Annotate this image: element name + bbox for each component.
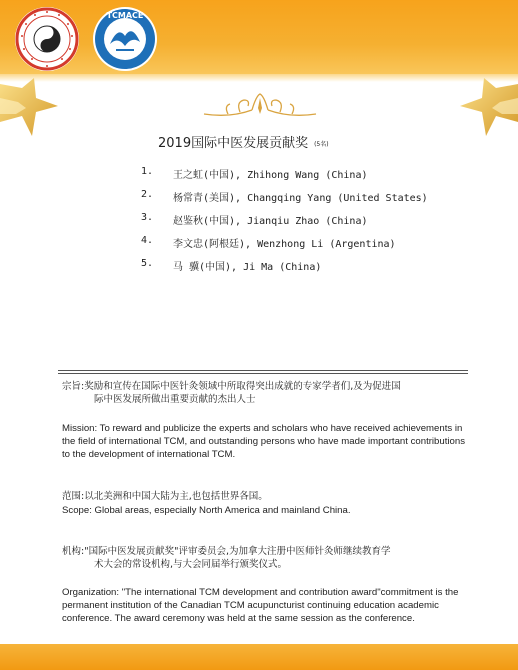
recipient-list xyxy=(141,166,428,281)
organization-en: Organization: "The international TCM development and contribution award"commitment is the permanent institution of the Canadian TCM acupuncturist continuing education academic conference. The award ceremony was held at the same session as the conference. xyxy=(62,587,459,624)
list-item xyxy=(141,258,428,281)
gold-star-right-icon xyxy=(456,78,518,144)
scope-en: Scope: Global areas, especially North America and mainland China. xyxy=(62,505,351,516)
recipient-name: 赵鉴秋(中国), Jianqiu Zhao (China) xyxy=(173,216,368,227)
purpose-cn-line2: 际中医发展所做出重要贡献的杰出人士 xyxy=(94,394,256,405)
recipient-name: 杨常青(美国), Changqing Yang (United States) xyxy=(173,193,428,204)
award-title-text: 2019国际中医发展贡献奖 xyxy=(158,136,309,151)
recipient-name: 李文忠(阿根廷), Wenzhong Li (Argentina) xyxy=(173,239,396,250)
purpose-cn-line1: 宗旨:奖励和宣传在国际中医针灸领域中所取得突出成就的专家学者们,及为促进国 xyxy=(62,381,401,392)
purpose-section xyxy=(62,380,472,406)
list-number: 2. xyxy=(141,189,154,200)
list-number: 1. xyxy=(141,166,154,177)
list-number: 4. xyxy=(141,235,154,246)
mission-en: Mission: To reward and publicize the experts and scholars who have received achievements in the field of international TCM, and outstanding persons who have made important contributions to the development of international TCM. xyxy=(62,423,465,460)
award-title xyxy=(158,132,329,151)
tcmace-logo-text: TCMACE xyxy=(106,11,144,20)
organization-cn-line1: 机构:"国际中医发展贡献奖"评审委员会,为加拿大注册中医师针灸师继续教育学 xyxy=(62,546,391,557)
scope-cn: 范围:以北美洲和中国大陆为主,也包括世界各国。 xyxy=(62,491,268,502)
list-item xyxy=(141,235,428,258)
organization-section xyxy=(62,545,472,571)
tcmace-logo xyxy=(92,6,158,72)
list-item xyxy=(141,189,428,212)
organization-cn-line2: 术大会的常设机构,与大会同届举行颁奖仪式。 xyxy=(94,559,288,570)
gold-star-left-icon xyxy=(0,78,60,144)
list-number: 5. xyxy=(141,258,154,269)
header-banner xyxy=(0,0,518,74)
list-item xyxy=(141,212,428,235)
recipient-name: 马 骥(中国), Ji Ma (China) xyxy=(173,262,322,273)
list-number: 3. xyxy=(141,212,154,223)
footer-banner xyxy=(0,644,518,670)
decorative-flourish-icon xyxy=(200,92,320,120)
ontario-college-logo xyxy=(14,6,80,72)
list-item xyxy=(141,166,428,189)
award-count: (5名) xyxy=(314,141,329,148)
recipient-name: 王之虹(中国), Zhihong Wang (China) xyxy=(173,170,368,181)
section-divider xyxy=(58,370,468,371)
